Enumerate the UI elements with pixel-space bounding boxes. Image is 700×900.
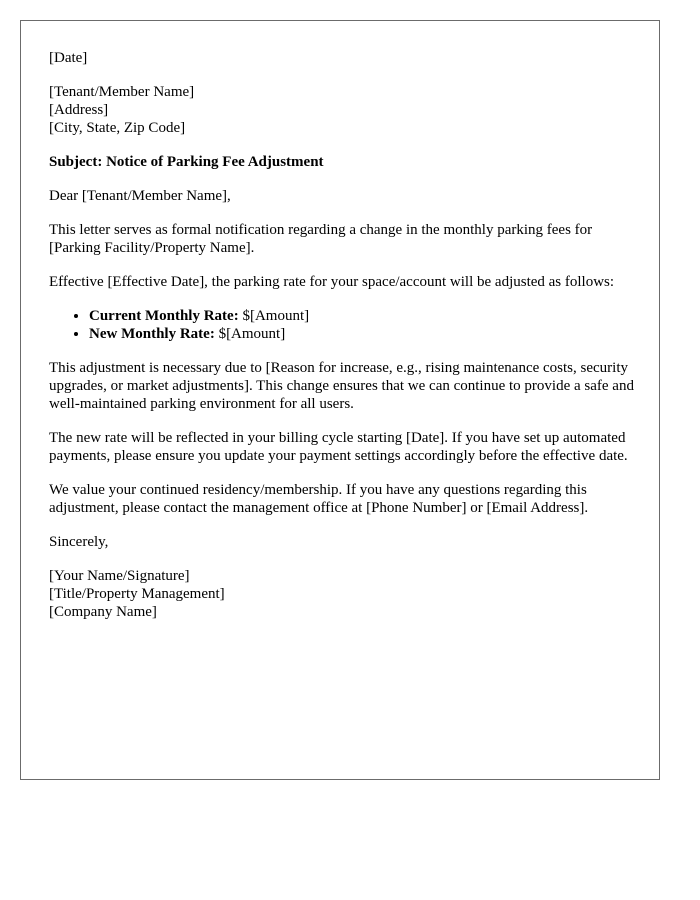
rate-list — [49, 307, 639, 343]
closing-note-paragraph: We value your continued residency/membership. If you have any questions regarding this adjustment, please contact the management office at [Phone Number] or [Email Address]. — [49, 482, 589, 516]
recipient-block — [49, 83, 639, 137]
recipient-address: [Address] — [49, 102, 109, 118]
letter-date: [Date] — [49, 50, 88, 66]
signature-company: [Company Name] — [49, 604, 157, 620]
rate-item-current — [89, 307, 639, 325]
recipient-name: [Tenant/Member Name] — [49, 84, 195, 100]
sign-off: Sincerely, — [49, 534, 109, 550]
effective-date-paragraph: Effective [Effective Date], the parking rate for your space/account will be adjusted as follows: — [49, 274, 615, 290]
recipient-city-state-zip: [City, State, Zip Code] — [49, 120, 186, 136]
rate-label: Current Monthly Rate: — [89, 308, 239, 324]
signature-block — [49, 567, 639, 621]
rate-value: $[Amount] — [238, 308, 310, 324]
reason-paragraph: This adjustment is necessary due to [Reason for increase, e.g., rising maintenance costs, security upgrades, or market adjustments]. This change ensures that we can continue to provide a safe and well-maintained parking environment for all users. — [49, 360, 634, 412]
letter-body — [49, 49, 639, 637]
rate-value: $[Amount] — [214, 326, 286, 342]
letter-page — [20, 20, 660, 780]
signature-title: [Title/Property Management] — [49, 586, 225, 602]
letter-intro-paragraph: This letter serves as formal notification regarding a change in the monthly parking fees for [Parking Facility/Property Name]. — [49, 222, 593, 256]
signature-name: [Your Name/Signature] — [49, 568, 190, 584]
rate-label: New Monthly Rate: — [89, 326, 215, 342]
letter-salutation: Dear [Tenant/Member Name], — [49, 188, 231, 204]
billing-paragraph: The new rate will be reflected in your billing cycle starting [Date]. If you have set up automated payments, please ensure you update your payment settings accordingly before the effective date. — [49, 430, 628, 464]
rate-item-new — [89, 325, 639, 343]
letter-subject: Subject: Notice of Parking Fee Adjustment — [49, 154, 324, 170]
